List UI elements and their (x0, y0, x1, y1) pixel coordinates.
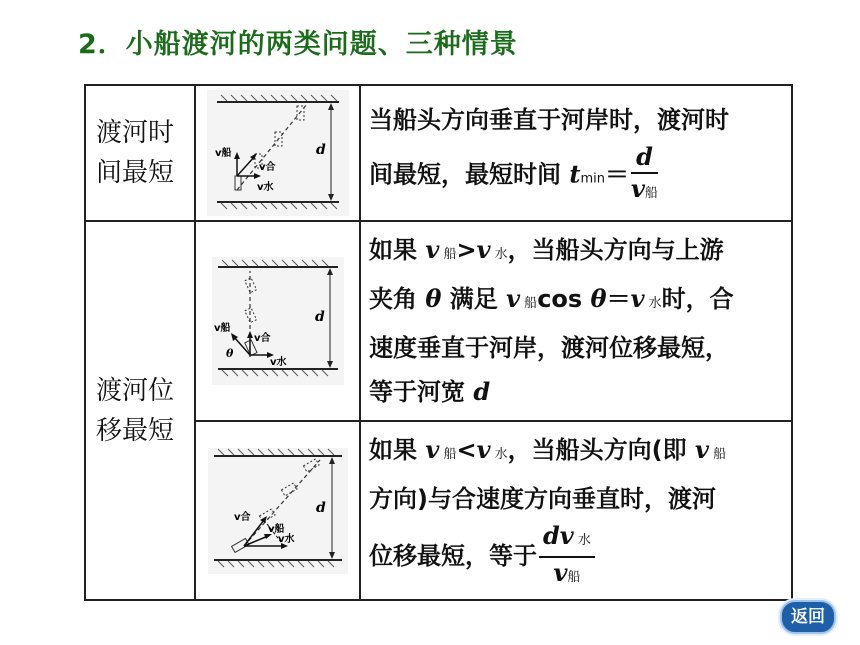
text-fragment: 满足 (441, 285, 507, 313)
text-fragment: 如果 (369, 436, 426, 464)
fraction-dvwater-over-vboat (539, 521, 595, 593)
equals-sign: ＝ (604, 160, 629, 188)
description-line: 方向)与合速度方向垂直时，渡河 (369, 485, 716, 513)
table-row (85, 85, 792, 221)
text-fragment: 间最短，最短时间 (369, 160, 570, 188)
subscript: 船 (520, 296, 538, 311)
fraction-denominator-subscript: 船 (567, 570, 581, 585)
subscript: 船 (439, 447, 457, 462)
text-fragment: 时，合 (661, 285, 734, 313)
fraction-numerator: d (631, 142, 658, 174)
row-label-shortest-time (85, 85, 195, 221)
v-symbol: v (694, 435, 709, 464)
subscript: 船 (708, 447, 727, 462)
row-label-shortest-displacement (85, 221, 195, 600)
tmin-symbol: t (569, 159, 581, 188)
vwater-label: v水 (256, 182, 274, 193)
fraction-denominator: v (553, 558, 568, 587)
vsum-label: v合 (233, 511, 251, 523)
description-cell (360, 421, 792, 600)
text-fragment: ，当船头方向(即 (507, 436, 695, 464)
diagram-shortest-time (207, 90, 349, 216)
table-row (85, 221, 792, 421)
description-cell (360, 221, 792, 421)
distance-label: d (315, 142, 326, 158)
vboat-label: v船 (213, 323, 231, 334)
v-symbol: v (425, 235, 440, 264)
description-cell (360, 85, 792, 221)
operator: > (456, 236, 477, 264)
diagram-cell (195, 421, 360, 600)
fraction-d-over-vboat (631, 142, 658, 209)
tmin-subscript: min (580, 171, 605, 186)
theta-label: θ (225, 347, 233, 360)
fraction-numerator-v: v (559, 521, 574, 550)
diagram-cell (195, 221, 360, 421)
fraction-denominator: v (630, 173, 645, 203)
text-fragment: 夹角 (369, 285, 426, 313)
cos-text: cos (537, 285, 591, 313)
theta-symbol: θ (425, 284, 442, 313)
subscript: 水 (490, 247, 508, 262)
vboat-label: v船 (267, 523, 285, 535)
d-symbol: d (473, 377, 491, 406)
diagram-water-faster (208, 448, 348, 574)
vwater-label: v水 (277, 533, 295, 545)
label-line: 移最短 (96, 415, 175, 446)
text-fragment: 等于河宽 (369, 378, 474, 406)
description-line (369, 428, 783, 477)
description-line (369, 142, 783, 209)
text-fragment: ，当船头方向与上游 (507, 236, 724, 264)
vsum-label: v合 (253, 333, 271, 344)
v-symbol: v (476, 235, 491, 264)
fraction-denominator-subscript: 船 (644, 185, 658, 201)
description-line: 速度垂直于河岸，渡河位移最短， (369, 334, 729, 362)
v-symbol: v (506, 284, 521, 313)
v-symbol: v (630, 284, 645, 313)
back-button[interactable]: 返回 (780, 600, 836, 634)
vsum-label: v合 (258, 162, 276, 173)
distance-label: d (315, 499, 326, 516)
description-line (369, 370, 783, 414)
theta-symbol: θ (590, 284, 607, 313)
text-fragment: 位移最短，等于 (369, 542, 537, 570)
fraction-numerator-d: d (543, 521, 560, 550)
vboat-label: v船 (214, 148, 232, 159)
equals-sign: ＝ (606, 285, 631, 313)
label-line: 渡河位 (96, 375, 175, 406)
diagram-boat-faster (212, 257, 344, 385)
page-title: 2．小船渡河的两类问题、三种情景 (78, 29, 518, 60)
distance-label: d (314, 309, 325, 325)
scenario-table (84, 84, 793, 601)
vwater-label: v水 (269, 357, 287, 368)
subscript: 船 (439, 247, 457, 262)
label-line: 间最短 (96, 158, 175, 188)
v-symbol: v (476, 435, 491, 464)
description-line: 当船头方向垂直于河岸时，渡河时 (369, 105, 729, 134)
fraction-numerator-subscript: 水 (573, 533, 591, 548)
operator: < (456, 436, 477, 464)
subscript: 水 (644, 296, 662, 311)
description-line (369, 277, 783, 326)
description-line (369, 521, 783, 593)
label-line: 渡河时 (96, 118, 175, 148)
description-line (369, 228, 783, 277)
v-symbol: v (425, 435, 440, 464)
diagram-cell (195, 85, 360, 221)
text-fragment: 如果 (369, 236, 426, 264)
subscript: 水 (490, 447, 508, 462)
